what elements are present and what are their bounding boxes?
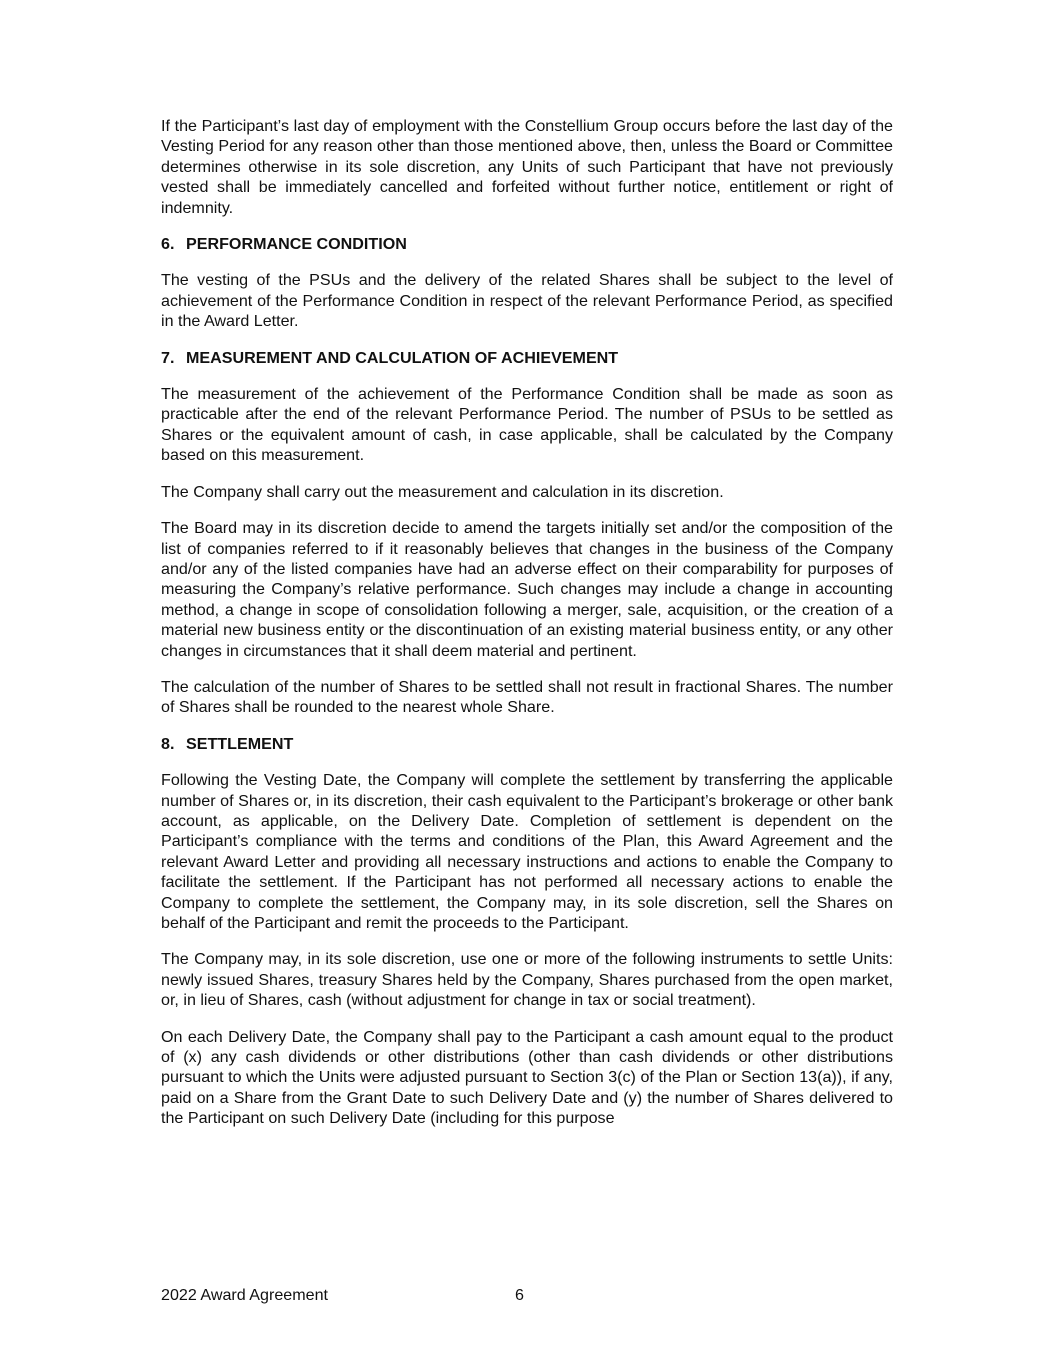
section-7-paragraph-4: The calculation of the number of Shares to be settled shall not result in fractional Shares. The number of Shares shall be rounded to the nearest whole Share. bbox=[161, 677, 893, 717]
section-8-number: 8. bbox=[161, 734, 175, 753]
section-7-paragraph-2: The Company shall carry out the measurement and calculation in its discretion. bbox=[161, 482, 724, 501]
section-8-title: SETTLEMENT bbox=[186, 734, 294, 753]
section-7-title: MEASUREMENT AND CALCULATION OF ACHIEVEMENT bbox=[186, 348, 619, 367]
section-6-paragraph-1: The vesting of the PSUs and the delivery of the related Shares shall be subject to the level of achievement of the Performance Condition in respect of the relevant Performance Period, as specified in the Award Letter. bbox=[161, 271, 893, 331]
section-8-heading bbox=[161, 734, 893, 754]
section-8-paragraph-2: The Company may, in its sole discretion, use one or more of the following instruments to settle Units: newly issued Shares, treasury Shares held by the Company, Shares purchased from the open market, or, in lieu of Shares, cash (without adjustment for change in tax or social treatment). bbox=[161, 950, 893, 1010]
page-number: 6 bbox=[515, 1286, 524, 1304]
footer-document-title: 2022 Award Agreement bbox=[161, 1286, 329, 1304]
section-7-number: 7. bbox=[161, 348, 175, 367]
document-body bbox=[161, 116, 893, 1145]
section-6-number: 6. bbox=[161, 235, 175, 254]
section-7-heading bbox=[161, 348, 893, 368]
section-8-paragraph-3: On each Delivery Date, the Company shall pay to the Participant a cash amount equal to the product of (x) any cash dividends or other distributions (other than cash dividends or other distributions pursuant to which the Units were adjusted pursuant to Section 3(c) of the Plan or Section 13(a)), if any, paid on a Share from the Grant Date to such Delivery Date and (y) the number of Shares delivered to the Participant on such Delivery Date (including for this purpose bbox=[161, 1027, 893, 1128]
section-7-paragraph-3: The Board may in its discretion decide to amend the targets initially set and/or the composition of the list of companies referred to if it reasonably believes that changes in the business of the Company and/or any of the listed companies have had an adverse effect on their comparability for purposes of measuring the Company’s relative performance. Such changes may include a change in accounting method, a change in scope of consolidation following a merger, sale, acquisition, or the creation of a material new business entity or the discontinuation of an existing material business entity, or any other changes in circumstances that it shall deem material and pertinent. bbox=[161, 519, 893, 660]
section-6-title: PERFORMANCE CONDITION bbox=[186, 235, 407, 254]
intro-paragraph: If the Participant’s last day of employment with the Constellium Group occurs before the last day of the Vesting Period for any reason other than those mentioned above, then, unless the Board or Committee determines otherwise in its sole discretion, any Units of such Participant that have not previously vested shall be immediately cancelled and forfeited without further notice, entitlement or right of indemnity. bbox=[161, 117, 893, 217]
section-8-paragraph-1: Following the Vesting Date, the Company will complete the settlement by transferring the applicable number of Shares or, in its discretion, their cash equivalent to the Participant’s brokerage or other bank account, as applicable, on the Delivery Date. Completion of settlement is dependent on the Participant’s compliance with the terms and conditions of the Plan, this Award Agreement and the relevant Award Letter and providing all necessary instructions and actions to enable the Company to facilitate the settlement. If the Participant has not performed all necessary actions to enable the Company to complete the settlement, the Company may, in its sole discretion, sell the Shares on behalf of the Participant and remit the proceeds to the Participant. bbox=[161, 771, 893, 932]
section-7-paragraph-1: The measurement of the achievement of the Performance Condition shall be made as soon as practicable after the end of the relevant Performance Period. The number of PSUs to be settled as Shares or the equivalent amount of cash, in case applicable, shall be calculated by the Company based on this measurement. bbox=[161, 385, 893, 465]
section-6-heading bbox=[161, 234, 893, 254]
